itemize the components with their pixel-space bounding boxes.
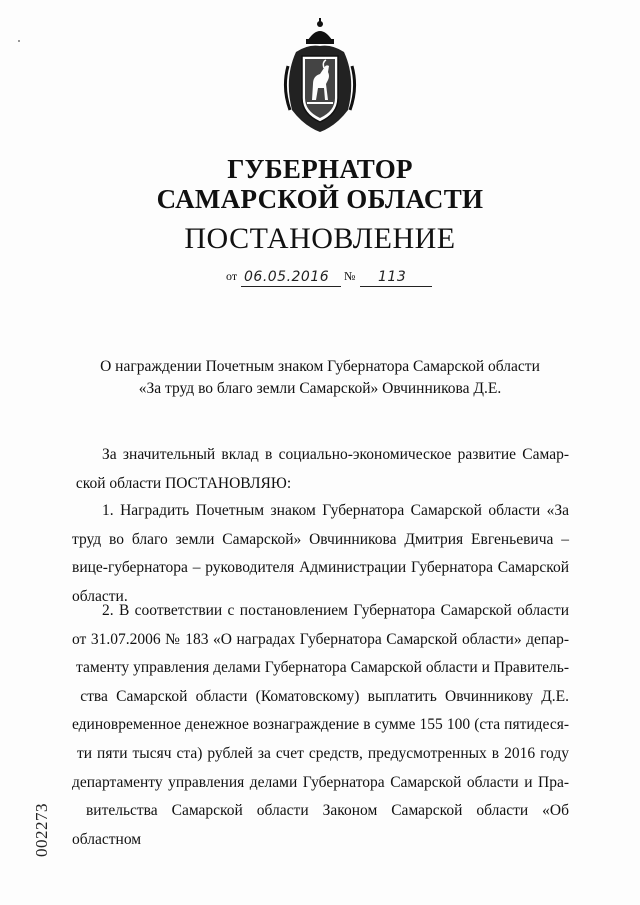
coat-of-arms-icon (282, 18, 358, 134)
header-title-line2: САМАРСКОЙ ОБЛАСТИ (156, 184, 484, 214)
body-paragraph-item-1: 1. Наградить Почетным знаком Губернатора Самарской области «За труд во благо земли Самарской» Овчинникова Дмитрия Евгеньевича – вице-губернатора – руководителя Администрации Губернатора Самарской области. (72, 502, 569, 605)
date-label: от (226, 269, 238, 283)
body-paragraph-preamble: За значительный вклад в социально-экономическое развитие Самар- ской области ПОСТАНОВЛЯЮ: (72, 446, 569, 492)
number-value: 113 (378, 269, 407, 285)
document-subject (70, 356, 570, 400)
scan-dot (18, 40, 20, 42)
document-type: ПОСТАНОВЛЕНИЕ (184, 222, 456, 255)
body-paragraph-item-2: 2. В соответствии с постановлением Губернатора Самарской области от 31.07.2006 № 183 «О наградах Губернатора Самарской области» депар- таменту управления делами Губернатора Самарской области и Правитель- ства Самарской области (Коматовскому) выплатить Овчинникову Д.Е. единовременное денежное вознаграждение в сумме 155 100 (ста пятидеся- ти пяти тысяч ста) рублей за счет средств, предусмотренных в 2016 году департаменту управления делами Губернатора Самарской области и Пра- вительства Самарской области Законом Самарской области «Об областном (72, 602, 569, 848)
number-label: № (344, 269, 356, 283)
subject-line2: «За труд во благо земли Самарской» Овчинникова Д.Е. (138, 380, 502, 397)
header-title-line1: ГУБЕРНАТОР (227, 154, 413, 184)
registration-side-number: 002273 (32, 803, 51, 857)
date-value: 06.05.2016 (244, 269, 330, 285)
registration-line (226, 268, 446, 290)
subject-line1: О награждении Почетным знаком Губернатора Самарской области (100, 358, 540, 375)
